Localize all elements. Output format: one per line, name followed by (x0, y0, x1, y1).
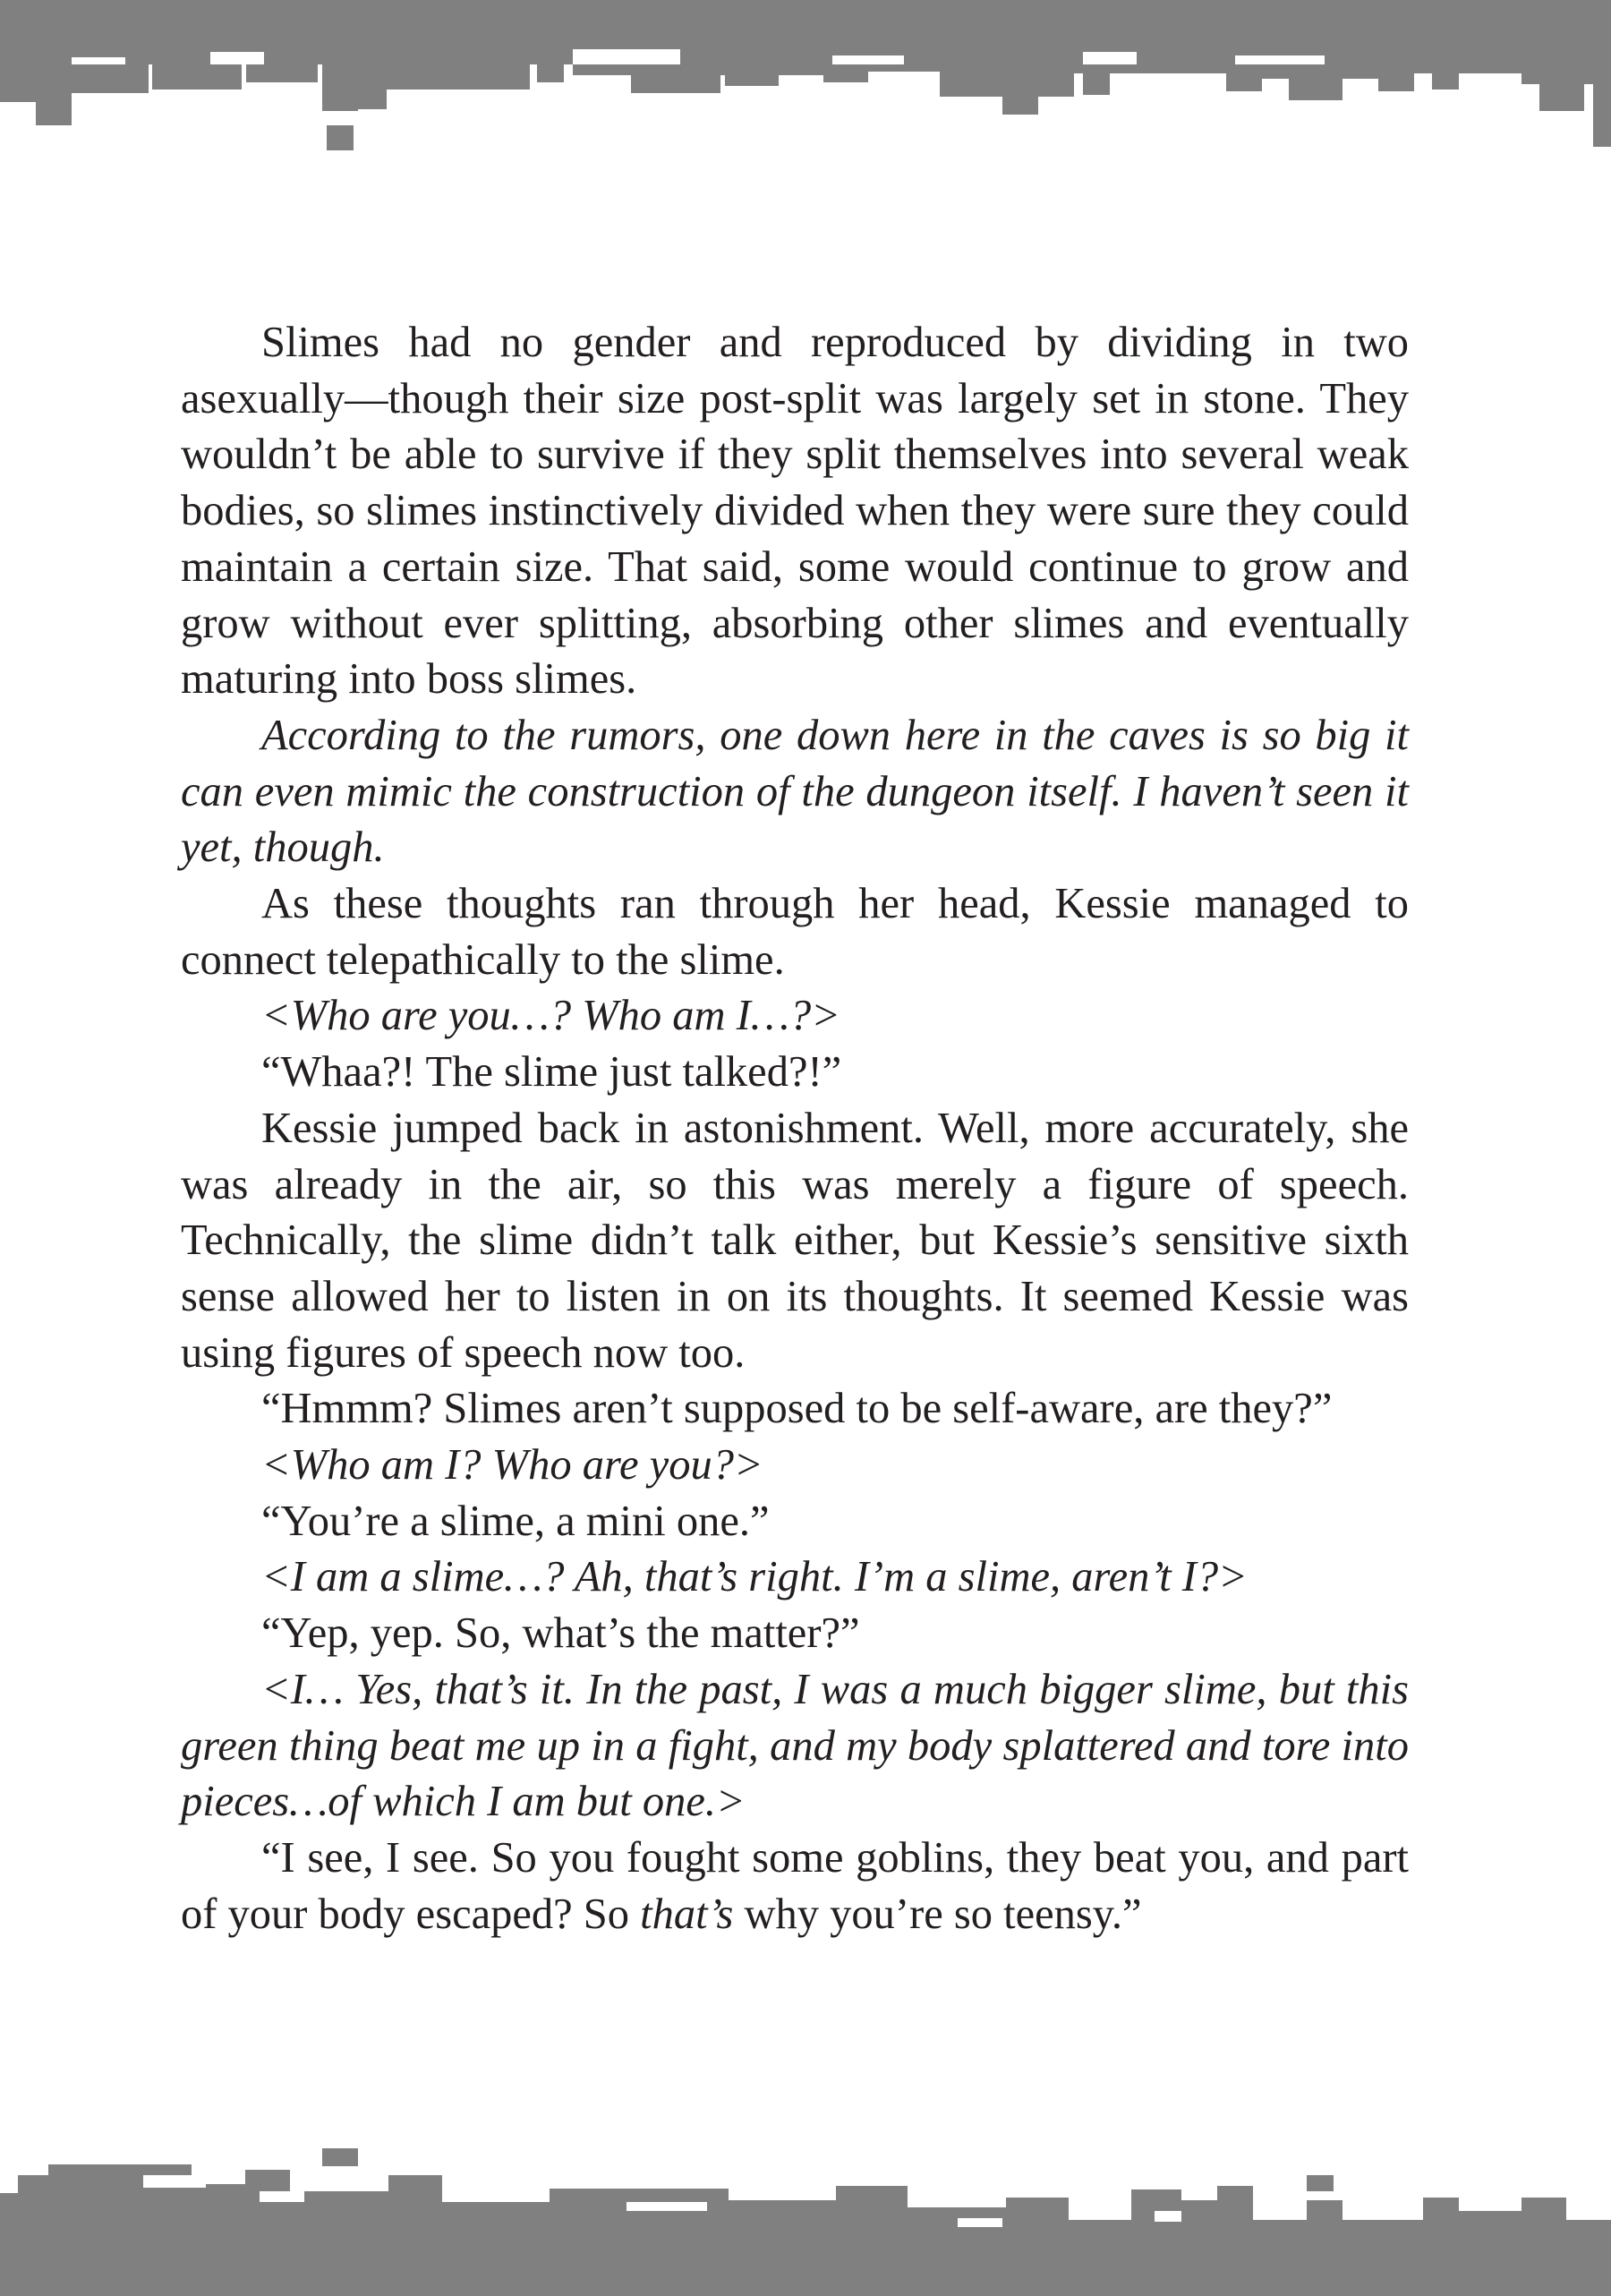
slime-telepathy-line: <I am a slime…? Ah, that’s right. I’m a slime, aren’t I?> (261, 1553, 1248, 1601)
slime-telepathy-line: <Who are you…? Who am I…?> (261, 992, 840, 1040)
dialogue-line: “Whaa?! The slime just talked?!” (261, 1048, 842, 1097)
italic-thought: According to the rumors, one down here in the caves is so big it can even mimic the construction of the dungeon itself. I haven’t seen it yet, though. (181, 711, 1409, 872)
bottom-pixel-border (0, 2086, 1611, 2296)
dialogue-line: “Hmmm? Slimes aren’t supposed to be self-aware, are they?” (261, 1385, 1333, 1433)
slime-telepathy-line: <I… Yes, that’s it. In the past, I was a much bigger slime, but this green thing beat me up in a fight, and my body splattered and tore into pieces…of which I am but one.> (181, 1665, 1409, 1826)
top-pixel-border-art (0, 0, 1611, 179)
dialogue-text-after: why you’re so teensy.” (733, 1890, 1142, 1938)
emphasis-word: that’s (640, 1890, 734, 1938)
body-text (181, 315, 1409, 1942)
dialogue-text-before: “I see, I see. So you fought some goblins, they beat you, and part of your body escaped? So (181, 1833, 1409, 1938)
paragraph: Kessie jumped back in astonishment. Well, more accurately, she was already in the air, so this was merely a figure of speech. Technically, the slime didn’t talk either, but Kessie’s sensitive sixth sense allowed her to listen in on its thoughts. It seemed Kessie was using figures of speech now too. (181, 1104, 1409, 1377)
top-pixel-border (0, 0, 1611, 179)
dialogue-line: “You’re a slime, a mini one.” (261, 1497, 770, 1545)
bottom-pixel-border-art (0, 2086, 1611, 2296)
paragraph: As these thoughts ran through her head, Kessie managed to connect telepathically to the slime. (181, 880, 1409, 984)
dialogue-line (181, 1831, 1409, 1942)
slime-telepathy-line: <Who am I? Who are you?> (261, 1441, 763, 1489)
dialogue-line: “Yep, yep. So, what’s the matter?” (261, 1609, 860, 1658)
paragraph: Slimes had no gender and reproduced by dividing in two asexually—though their size post-split was largely set in stone. They wouldn’t be able to survive if they split themselves into several weak bodies, so slimes instinctively divided when they were sure they could maintain a certain size. That said, some would continue to grow and grow without ever splitting, absorbing other slimes and eventually maturing into boss slimes. (181, 319, 1409, 704)
